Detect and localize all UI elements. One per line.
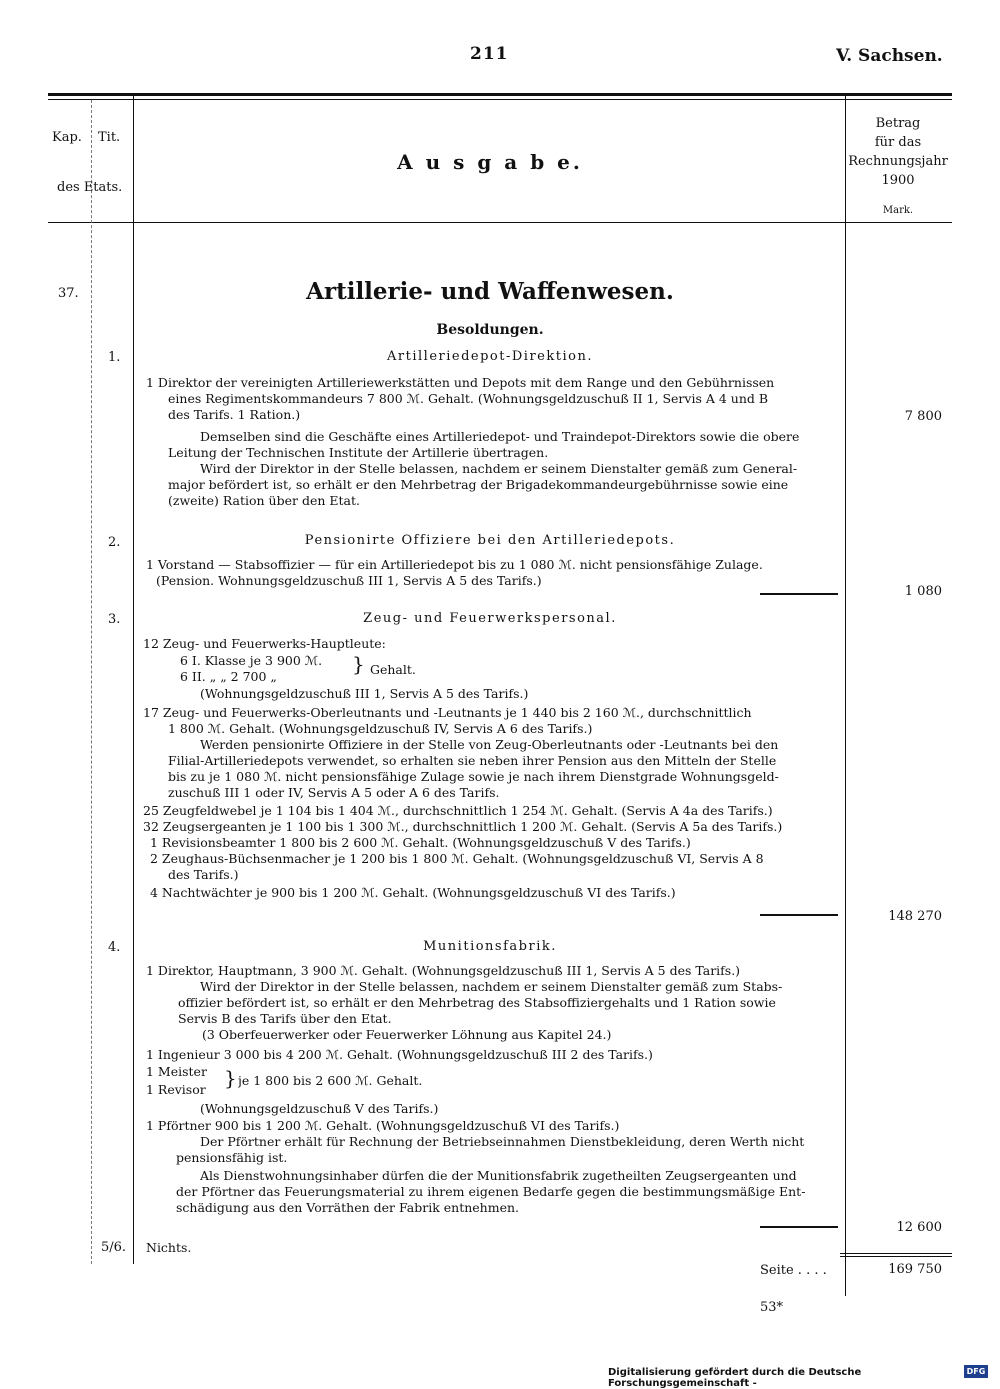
text-line: Servis B des Tarifs über den Etat. bbox=[178, 1011, 392, 1026]
section-heading: Zeug- und Feuerwerkspersonal. bbox=[363, 611, 617, 626]
text-line: 25 Zeugfeldwebel je 1 104 bis 1 404 ℳ., durchschnittlich 1 254 ℳ. Gehalt. (Servis A 4a des Tarifs.) bbox=[143, 803, 773, 818]
signature-mark: 53* bbox=[760, 1300, 784, 1315]
subtotal-rule bbox=[760, 914, 838, 916]
amount: 12 600 bbox=[896, 1220, 942, 1235]
text-line: 1 Direktor, Hauptmann, 3 900 ℳ. Gehalt. (Wohnungsgeldzuschuß III 1, Servis A 5 des Tarifs.) bbox=[146, 963, 741, 978]
text-line: offizier befördert ist, so erhält er den Mehrbetrag des Stabsoffiziergehalts und 1 Ration sowie bbox=[178, 995, 776, 1010]
betrag-line-4: 1900 bbox=[881, 173, 915, 188]
text-line: 1 Revisionsbeamter 1 800 bis 2 600 ℳ. Gehalt. (Wohnungsgeldzuschuß V des Tarifs.) bbox=[150, 835, 691, 850]
header-bottom-rule bbox=[48, 222, 952, 223]
text-line: zuschuß III 1 oder IV, Servis A 5 oder A 6 des Tarifs. bbox=[168, 785, 500, 800]
text-line: der Pförtner das Feuerungsmaterial zu ihrem eigenen Bedarfe gegen die bestimmungsmäßige Ent- bbox=[176, 1184, 806, 1199]
text-line: 1 Vorstand — Stabsoffizier — für ein Artilleriedepot bis zu 1 080 ℳ. nicht pensionsfähige Zulage. bbox=[146, 557, 763, 572]
brace-icon: } bbox=[352, 652, 365, 676]
text-line: des Tarifs. 1 Ration.) bbox=[168, 407, 301, 422]
text-line: Der Pförtner erhält für Rechnung der Betriebseinnahmen Dienstbekleidung, deren Werth nicht bbox=[200, 1134, 805, 1149]
text-line: eines Regimentskommandeurs 7 800 ℳ. Gehalt. (Wohnungsgeldzuschuß II 1, Servis A 4 und B bbox=[168, 391, 769, 406]
text-line: Leitung der Technischen Institute der Artillerie übertragen. bbox=[168, 445, 549, 460]
text-line: (Pension. Wohnungsgeldzuschuß III 1, Servis A 5 des Tarifs.) bbox=[156, 573, 542, 588]
titel-number: 4. bbox=[108, 940, 121, 955]
column-divider-left bbox=[133, 96, 134, 1264]
text-line: Nichts. bbox=[146, 1240, 192, 1255]
text-line: bis zu je 1 080 ℳ. nicht pensionsfähige Zulage sowie je nach ihrem Dienstgrade Wohnungsgeld- bbox=[168, 769, 779, 784]
kapitel-number: 37. bbox=[58, 286, 79, 301]
text-line: des Tarifs.) bbox=[168, 867, 239, 882]
digitization-credit: Digitalisierung gefördert durch die Deutsche Forschungsgemeinschaft - bbox=[608, 1367, 862, 1389]
section-heading: Munitionsfabrik. bbox=[423, 939, 557, 954]
text-line: 12 Zeug- und Feuerwerks-Hauptleute: bbox=[143, 636, 386, 651]
amount: 7 800 bbox=[904, 409, 942, 424]
text-line: 6 I. Klasse je 3 900 ℳ. bbox=[180, 653, 323, 668]
text-line: Wird der Direktor in der Stelle belassen, nachdem er seinem Dienstalter gemäß zum Stabs- bbox=[200, 979, 783, 994]
text-line: 1 Direktor der vereinigten Artilleriewerkstätten und Depots mit dem Range und den Gebührnissen bbox=[146, 375, 775, 390]
top-rule-thin bbox=[48, 99, 952, 100]
chapter-title: Artillerie- und Waffenwesen. bbox=[306, 278, 674, 305]
header-ausgabe: A u s g a b e. bbox=[397, 150, 583, 174]
top-rule bbox=[48, 93, 952, 96]
text-line: (Wohnungsgeldzuschuß V des Tarifs.) bbox=[200, 1101, 439, 1116]
seite-label: Seite . . . . bbox=[760, 1263, 827, 1278]
total-rule bbox=[840, 1253, 952, 1254]
amount: 148 270 bbox=[888, 909, 942, 924]
header-des-etats: des Etats. bbox=[57, 180, 123, 195]
chapter-subtitle: Besoldungen. bbox=[436, 322, 544, 338]
text-line: 1 Ingenieur 3 000 bis 4 200 ℳ. Gehalt. (Wohnungsgeldzuschuß III 2 des Tarifs.) bbox=[146, 1047, 653, 1062]
dfg-logo: DFG bbox=[964, 1365, 988, 1378]
titel-number: 5/6. bbox=[101, 1240, 127, 1255]
brace-icon: } bbox=[224, 1066, 237, 1090]
text-line: major befördert ist, so erhält er den Mehrbetrag der Brigadekommandeurgebührnisse sowie eine bbox=[168, 477, 789, 492]
header-tit: Tit. bbox=[98, 130, 121, 145]
text-line: 1 Revisor bbox=[146, 1082, 206, 1097]
subtotal-rule bbox=[760, 593, 838, 595]
text-line: (3 Oberfeuerwerker oder Feuerwerker Löhnung aus Kapitel 24.) bbox=[202, 1027, 612, 1042]
text-line: 2 Zeughaus-Büchsenmacher je 1 200 bis 1 800 ℳ. Gehalt. (Wohnungsgeldzuschuß VI, Servis A 8 bbox=[150, 851, 764, 866]
text-line: Wird der Direktor in der Stelle belassen, nachdem er seinem Dienstalter gemäß zum General- bbox=[200, 461, 798, 476]
header-betrag bbox=[846, 114, 950, 190]
text-line: 32 Zeugsergeanten je 1 100 bis 1 300 ℳ., durchschnittlich 1 200 ℳ. Gehalt. (Servis A 5a des Tarifs.) bbox=[143, 819, 783, 834]
column-divider-kap-tit bbox=[91, 100, 92, 1264]
text-line: (Wohnungsgeldzuschuß III 1, Servis A 5 des Tarifs.) bbox=[200, 686, 529, 701]
amount: 1 080 bbox=[904, 584, 942, 599]
text-line: Filial-Artilleriedepots verwendet, so erhalten sie neben ihrer Pension aus den Mitteln der Stelle bbox=[168, 753, 777, 768]
page-number: 211 bbox=[470, 44, 509, 64]
text-line: pensionsfähig ist. bbox=[176, 1150, 288, 1165]
header-kap: Kap. bbox=[52, 130, 82, 145]
text-line: 1 Pförtner 900 bis 1 200 ℳ. Gehalt. (Wohnungsgeldzuschuß VI des Tarifs.) bbox=[146, 1118, 620, 1133]
betrag-line-1: Betrag bbox=[875, 116, 921, 131]
titel-number: 3. bbox=[108, 612, 121, 627]
subtotal-rule bbox=[760, 1226, 838, 1228]
text-line: schädigung aus den Vorräthen der Fabrik entnehmen. bbox=[176, 1200, 520, 1215]
section-heading: Pensionirte Offiziere bei den Artilleriedepots. bbox=[304, 533, 676, 548]
total-rule-double bbox=[840, 1256, 952, 1257]
text-line: 17 Zeug- und Feuerwerks-Oberleutnants und -Leutnants je 1 440 bis 2 160 ℳ., durchschnittlich bbox=[143, 705, 752, 720]
text-line: 4 Nachtwächter je 900 bis 1 200 ℳ. Gehalt. (Wohnungsgeldzuschuß VI des Tarifs.) bbox=[150, 885, 676, 900]
betrag-line-2: für das bbox=[874, 135, 922, 150]
text-line: 6 II. „ „ 2 700 „ bbox=[180, 669, 277, 684]
titel-number: 1. bbox=[108, 350, 121, 365]
text-line: Als Dienstwohnungsinhaber dürfen die der Munitionsfabrik zugetheilten Zeugsergeanten und bbox=[200, 1168, 797, 1183]
text-line: Werden pensionirte Offiziere in der Stelle von Zeug-Oberleutnants oder -Leutnants bei den bbox=[200, 737, 779, 752]
text-line: 1 Meister bbox=[146, 1064, 207, 1079]
state-title: V. Sachsen. bbox=[836, 46, 943, 66]
section-heading: Artilleriedepot-Direktion. bbox=[387, 349, 593, 364]
text-line: je 1 800 bis 2 600 ℳ. Gehalt. bbox=[238, 1073, 423, 1088]
text-line: Gehalt. bbox=[370, 662, 416, 677]
text-line: (zweite) Ration über den Etat. bbox=[168, 493, 360, 508]
seite-amount: 169 750 bbox=[888, 1262, 942, 1277]
text-line: 1 800 ℳ. Gehalt. (Wohnungsgeldzuschuß IV, Servis A 6 des Tarifs.) bbox=[168, 721, 593, 736]
betrag-line-3: Rechnungsjahr bbox=[848, 154, 948, 169]
text-line: Demselben sind die Geschäfte eines Artilleriedepot- und Traindepot-Direktors sowie die obere bbox=[200, 429, 800, 444]
titel-number: 2. bbox=[108, 535, 121, 550]
header-mark: Mark. bbox=[882, 205, 914, 216]
